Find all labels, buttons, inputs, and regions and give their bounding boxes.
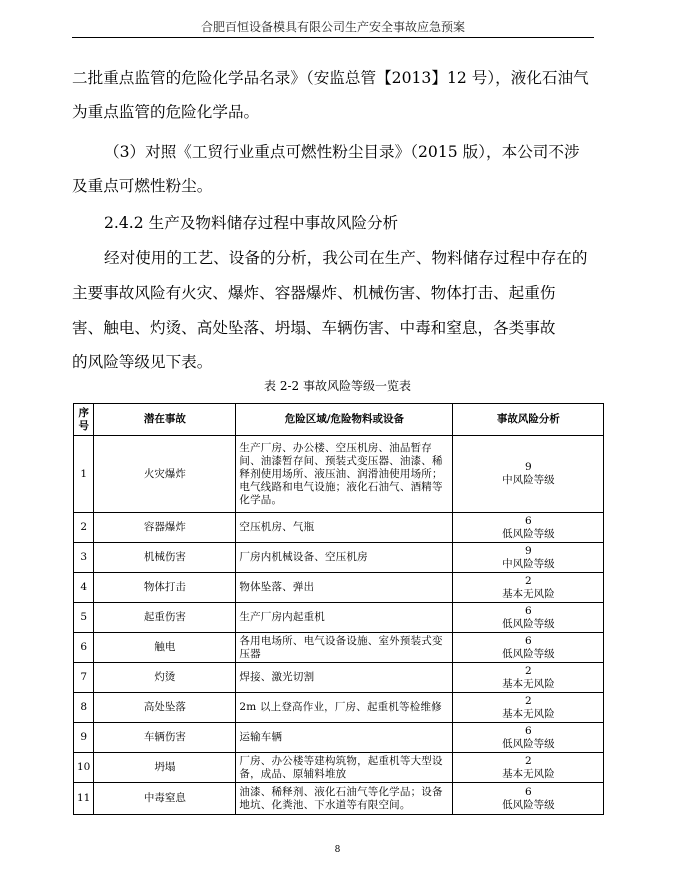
table-row	[74, 543, 604, 573]
risk-score: 6	[525, 634, 532, 647]
row-no: 2	[74, 513, 94, 543]
table-row	[74, 663, 604, 693]
row-accident: 触电	[94, 633, 236, 663]
risk-level: 低风险等级	[502, 737, 555, 750]
row-area: 运输车辆	[236, 723, 453, 753]
row-no: 5	[74, 603, 94, 633]
body-line: 为重点监管的危险化学品。	[72, 103, 260, 121]
header-no-text: 序号	[78, 406, 89, 432]
row-analysis	[453, 693, 604, 723]
row-analysis	[453, 753, 604, 783]
header-accident: 潜在事故	[94, 404, 236, 436]
risk-level: 低风险等级	[502, 527, 555, 540]
row-no: 7	[74, 663, 94, 693]
risk-level: 中风险等级	[502, 557, 555, 570]
row-accident: 起重伤害	[94, 603, 236, 633]
row-accident: 高处坠落	[94, 693, 236, 723]
row-area: 各用电场所、电气设备设施、室外预装式变压器	[236, 633, 453, 663]
table-row	[74, 693, 604, 723]
row-area: 厂房、办公楼等建构筑物，起重机等大型设备，成品、原辅料堆放	[236, 753, 453, 783]
table-row	[74, 513, 604, 543]
row-area: 厂房内机械设备、空压机房	[236, 543, 453, 573]
row-area: 空压机房、气瓶	[236, 513, 453, 543]
risk-score: 6	[525, 724, 532, 737]
table-row	[74, 753, 604, 783]
row-area: 2m 以上登高作业，厂房、起重机等检维修	[236, 693, 453, 723]
header-no	[74, 404, 94, 436]
row-accident: 车辆伤害	[94, 723, 236, 753]
risk-level: 低风险等级	[502, 617, 555, 630]
row-no: 6	[74, 633, 94, 663]
risk-score: 9	[525, 544, 532, 557]
header-area: 危险区域/危险物料或设备	[236, 404, 453, 436]
body-line: 的风险等级见下表。	[72, 353, 213, 371]
risk-level: 低风险等级	[502, 798, 555, 811]
row-analysis	[453, 633, 604, 663]
row-no: 4	[74, 573, 94, 603]
risk-score: 2	[525, 664, 532, 677]
table-row	[74, 723, 604, 753]
risk-score: 6	[525, 785, 532, 798]
table-row	[74, 603, 604, 633]
row-analysis	[453, 436, 604, 513]
risk-score: 2	[525, 574, 532, 587]
row-no: 10	[74, 753, 94, 783]
row-analysis	[453, 723, 604, 753]
body-line: 二批重点监管的危险化学品名录》（安监总管【2013】12 号），液化石油气	[72, 69, 589, 87]
row-area: 油漆、稀释剂、液化石油气等化学品；设备地坑、化粪池、下水道等有限空间。	[236, 783, 453, 815]
row-accident: 灼烫	[94, 663, 236, 693]
row-no: 9	[74, 723, 94, 753]
header-rule	[72, 37, 594, 38]
body-line: 主要事故风险有火灾、爆炸、容器爆炸、机械伤害、物体打击、起重伤	[72, 284, 556, 302]
section-heading: 2.4.2 生产及物料储存过程中事故风险分析	[104, 214, 399, 232]
risk-score: 2	[525, 694, 532, 707]
row-no: 11	[74, 783, 94, 815]
risk-level: 基本无风险	[502, 587, 555, 600]
row-no: 8	[74, 693, 94, 723]
risk-score: 9	[525, 461, 532, 473]
row-analysis	[453, 603, 604, 633]
table-header-row	[74, 404, 604, 436]
row-accident: 容器爆炸	[94, 513, 236, 543]
row-analysis	[453, 663, 604, 693]
body-line: 经对使用的工艺、设备的分析，我公司在生产、物料储存过程中存在的	[104, 249, 588, 267]
risk-table	[73, 403, 604, 815]
row-area: 物体坠落、弹出	[236, 573, 453, 603]
risk-score: 2	[525, 754, 532, 767]
risk-score: 6	[525, 514, 532, 527]
row-accident: 物体打击	[94, 573, 236, 603]
row-analysis	[453, 783, 604, 815]
body-line: 害、触电、灼烫、高处坠落、坍塌、车辆伤害、中毒和窒息，各类事故	[72, 319, 556, 337]
row-area: 生产厂房、办公楼、空压机房、油品暂存间、油漆暂存间、预装式变压器、油漆、稀释剂使用场所、液压油、润滑油使用场所；电气线路和电气设施；液化石油气、酒精等化学品。	[236, 436, 453, 513]
risk-level: 基本无风险	[502, 707, 555, 720]
row-area: 焊接、激光切割	[236, 663, 453, 693]
page-header: 合肥百恒设备模具有限公司生产安全事故应急预案	[200, 20, 465, 34]
table-row	[74, 436, 604, 513]
row-no: 1	[74, 436, 94, 513]
row-accident: 机械伤害	[94, 543, 236, 573]
row-analysis	[453, 573, 604, 603]
risk-score: 6	[525, 604, 532, 617]
row-analysis	[453, 543, 604, 573]
risk-level: 中风险等级	[502, 474, 555, 486]
row-accident: 中毒窒息	[94, 783, 236, 815]
risk-level: 低风险等级	[502, 647, 555, 660]
row-no: 3	[74, 543, 94, 573]
risk-level: 基本无风险	[502, 677, 555, 690]
body-line: 及重点可燃性粉尘。	[72, 177, 213, 195]
header-analysis: 事故风险分析	[453, 404, 604, 436]
table-caption: 表 2-2 事故风险等级一览表	[264, 379, 411, 393]
row-accident: 火灾爆炸	[94, 436, 236, 513]
table-row	[74, 633, 604, 663]
body-line: （3）对照《工贸行业重点可燃性粉尘目录》（2015 版），本公司不涉	[104, 143, 580, 161]
table-row	[74, 783, 604, 815]
row-accident: 坍塌	[94, 753, 236, 783]
table-row	[74, 573, 604, 603]
row-analysis	[453, 513, 604, 543]
risk-level: 基本无风险	[502, 767, 555, 780]
page-number: 8	[334, 845, 341, 855]
row-area: 生产厂房内起重机	[236, 603, 453, 633]
